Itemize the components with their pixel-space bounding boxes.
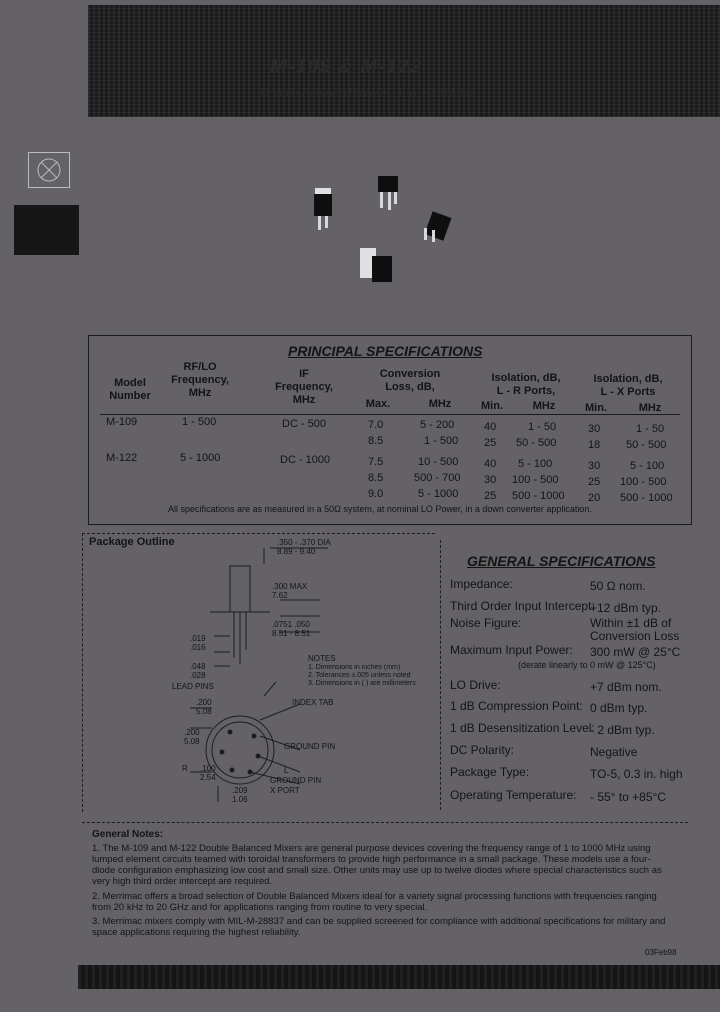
spec-temperature-label: Operating Temperature: bbox=[450, 788, 577, 802]
general-notes-title: General Notes: bbox=[92, 829, 164, 840]
pkg-note-2: 2. Tolerances ±.005 unless noted bbox=[308, 672, 411, 679]
spec-impedance-label: Impedance: bbox=[450, 577, 513, 591]
conv-mhz: 5 - 1000 bbox=[418, 488, 459, 500]
spec-max-power-note: (derate linearly to 0 mW @ 125°C) bbox=[518, 660, 656, 670]
col-model-number: Model Number bbox=[109, 377, 151, 402]
lx-min: 30 bbox=[588, 460, 601, 472]
lr-mhz: 50 - 500 bbox=[516, 437, 557, 449]
document-code: 03Feb98 bbox=[645, 948, 677, 957]
spec-package-type-value: TO-5, 0.3 in. high bbox=[590, 767, 683, 781]
dim-209: .209 bbox=[232, 786, 248, 795]
lx-mhz: 50 - 500 bbox=[626, 439, 667, 451]
principal-specs-title: PRINCIPAL SPECIFICATIONS bbox=[288, 343, 483, 359]
spec-compression-label: 1 dB Compression Point: bbox=[450, 699, 583, 713]
conv-mhz: 500 - 700 bbox=[414, 472, 461, 484]
lx-mhz: 5 - 100 bbox=[630, 460, 665, 472]
lx-min: 30 bbox=[588, 423, 601, 435]
dim-019: .019 bbox=[190, 634, 206, 643]
spec-noise-value-2: Conversion Loss bbox=[590, 629, 680, 643]
pkg-notes-head: NOTES bbox=[308, 654, 336, 663]
general-specs-title: GENERAL SPECIFICATIONS bbox=[467, 553, 656, 569]
lr-min: 25 bbox=[484, 490, 497, 502]
m122-rf-lo: 5 - 1000 bbox=[180, 452, 221, 464]
corner-logo bbox=[28, 152, 70, 188]
mixer-component-2 bbox=[378, 176, 398, 210]
label-x-port: X PORT bbox=[270, 786, 300, 795]
conv-mhz: 10 - 500 bbox=[418, 456, 459, 468]
pkg-note-1: 1. Dimensions in inches (mm) bbox=[308, 664, 401, 671]
page-title: M-109 & M-122 bbox=[270, 56, 422, 78]
dim-028: .028 bbox=[190, 671, 206, 680]
spec-intercept-value: +12 dBm typ. bbox=[590, 601, 662, 615]
spec-noise-label: Noise Figure: bbox=[450, 616, 522, 630]
dim-508: 5.08 bbox=[196, 707, 212, 716]
lx-mhz: 500 - 1000 bbox=[620, 492, 673, 504]
col-iso-lr: Isolation, dB, L - R Ports, bbox=[491, 372, 561, 397]
general-note-2: 2. Merrimac offers a broad selection of Double Balanced Mixers ideal for a variety signal processing functions with frequencies ranging from 20 kHz to 20 GHz and for applications ranging from routine to very special. bbox=[92, 891, 657, 913]
dim-r: R bbox=[182, 764, 188, 773]
footer-band bbox=[78, 965, 720, 989]
lx-mhz: 1 - 50 bbox=[636, 423, 665, 435]
conv-mhz: 5 - 200 bbox=[420, 419, 455, 431]
m109-if: DC - 500 bbox=[282, 418, 327, 430]
lr-mhz: 500 - 1000 bbox=[512, 490, 565, 502]
dim-100: .100 bbox=[200, 764, 216, 773]
m122-if: DC - 1000 bbox=[280, 454, 331, 466]
lr-mhz: 1 - 50 bbox=[528, 421, 557, 433]
dim-254: 2.54 bbox=[200, 773, 216, 782]
col-iso-lr-mhz: MHz bbox=[532, 400, 556, 412]
col-iso-lr-min: Min. bbox=[481, 400, 503, 412]
lr-min: 30 bbox=[484, 474, 497, 486]
conv-max: 7.0 bbox=[368, 419, 384, 431]
dim-max-mm: 7.62 bbox=[272, 591, 288, 600]
lr-mhz: 5 - 100 bbox=[518, 458, 553, 470]
spec-desensitization-label: 1 dB Desensitization Level: bbox=[450, 721, 595, 735]
col-conversion: Conversion Loss, dB, bbox=[379, 368, 441, 393]
dim-dia: .350 - .370 DIA bbox=[277, 538, 331, 547]
label-pin-l: L bbox=[284, 766, 289, 775]
spec-max-power-value: 300 mW @ 25°C bbox=[590, 645, 681, 659]
spec-impedance-value: 50 Ω nom. bbox=[590, 579, 646, 593]
header-rule bbox=[100, 414, 680, 415]
label-index-tab: INDEX TAB bbox=[292, 698, 334, 707]
dim-max: .300 MAX bbox=[272, 582, 308, 591]
package-outline-title: Package Outline bbox=[89, 536, 175, 548]
dim-106: 1.06 bbox=[232, 795, 248, 804]
side-tab bbox=[14, 205, 79, 255]
lr-min: 25 bbox=[484, 437, 497, 449]
spec-lo-drive-value: +7 dBm nom. bbox=[590, 680, 662, 694]
lx-mhz: 100 - 500 bbox=[620, 476, 667, 488]
mixer-component-1 bbox=[314, 188, 332, 230]
principal-specs-note: All specifications are as measured in a 50Ω system, at nominal LO Power, in a down converter application. bbox=[168, 504, 592, 514]
general-note-3: 3. Merrimac mixers comply with MIL-M-28837 and can be supplied screened for compliance with additional specifications for military and space applications requiring the highest reliability. bbox=[92, 916, 666, 938]
conv-max: 8.5 bbox=[368, 435, 384, 447]
spec-dc-polarity-label: DC Polarity: bbox=[450, 743, 515, 757]
conv-max: 7.5 bbox=[368, 456, 384, 468]
dim-016: .016 bbox=[190, 643, 206, 652]
dim-lead-mm: 8.51 - 8.51 bbox=[272, 629, 311, 638]
spec-lo-drive-label: LO Drive: bbox=[450, 678, 501, 692]
lx-min: 18 bbox=[588, 439, 601, 451]
col-conv-mhz: MHz bbox=[428, 398, 452, 410]
lr-min: 40 bbox=[484, 458, 497, 470]
col-iso-lx-mhz: MHz bbox=[638, 402, 662, 414]
col-iso-lx-min: Min. bbox=[585, 402, 607, 414]
general-note-1: 1. The M-109 and M-122 Double Balanced Mixers are general purpose devices covering the frequency range of 1 to 1000 MHz using lumped element circuits teamed with toroidal transformers to provide high performance in a small package. These models use a four-diode configuration emphasizing low cost and small size. Other units may use up to twelve diodes where special characteristics such as very high third order intercept are required. bbox=[92, 843, 662, 887]
m109-rf-lo: 1 - 500 bbox=[182, 416, 217, 428]
logo-mark-icon bbox=[29, 153, 69, 187]
spec-intercept-label: Third Order Input Intercept: bbox=[450, 599, 595, 613]
mixer-component-3 bbox=[424, 211, 452, 242]
model-m122: M-122 bbox=[106, 452, 138, 464]
product-photo bbox=[300, 170, 470, 300]
col-if: IF Frequency, MHz bbox=[275, 368, 333, 406]
lx-min: 25 bbox=[588, 476, 601, 488]
conv-max: 9.0 bbox=[368, 488, 384, 500]
spec-package-type-label: Package Type: bbox=[450, 765, 530, 779]
label-ground-pin-2: GROUND PIN bbox=[270, 776, 322, 785]
dim-lead: .0751 .050 bbox=[272, 620, 310, 629]
spec-dc-polarity-value: Negative bbox=[590, 745, 638, 759]
spec-desensitization-value: - 2 dBm typ. bbox=[590, 723, 655, 737]
model-m109: M-109 bbox=[106, 416, 138, 428]
spec-compression-value: 0 dBm typ. bbox=[590, 701, 648, 715]
dim-200b: .200 bbox=[184, 728, 200, 737]
dim-dia-mm: 8.89 - 9.40 bbox=[277, 547, 316, 556]
spec-temperature-value: - 55° to +85°C bbox=[590, 790, 666, 804]
dim-508b: 5.08 bbox=[184, 737, 200, 746]
page-subtitle: Double Balanced Mixers, 1 to 1000 MHz bbox=[260, 86, 475, 100]
mixer-component-4 bbox=[360, 248, 392, 282]
conv-mhz: 1 - 500 bbox=[424, 435, 459, 447]
dim-lead-pins: LEAD PINS bbox=[172, 682, 214, 691]
spec-noise-value: Within ±1 dB of bbox=[590, 616, 672, 630]
col-rf-lo: RF/LO Frequency, MHz bbox=[171, 361, 229, 399]
col-conv-max: Max. bbox=[365, 398, 391, 410]
dim-200: .200 bbox=[196, 698, 212, 707]
col-iso-lx: Isolation, dB, L - X Ports bbox=[593, 373, 663, 398]
dim-048: .048 bbox=[190, 662, 206, 671]
spec-max-power-label: Maximum Input Power: bbox=[450, 643, 573, 657]
lr-min: 40 bbox=[484, 421, 497, 433]
label-ground-pin: GROUND PIN bbox=[284, 742, 336, 751]
pkg-note-3: 3. Dimensions in ( ) are millimeters bbox=[308, 680, 416, 687]
conv-max: 8.5 bbox=[368, 472, 384, 484]
lr-mhz: 100 - 500 bbox=[512, 474, 559, 486]
lx-min: 20 bbox=[588, 492, 601, 504]
